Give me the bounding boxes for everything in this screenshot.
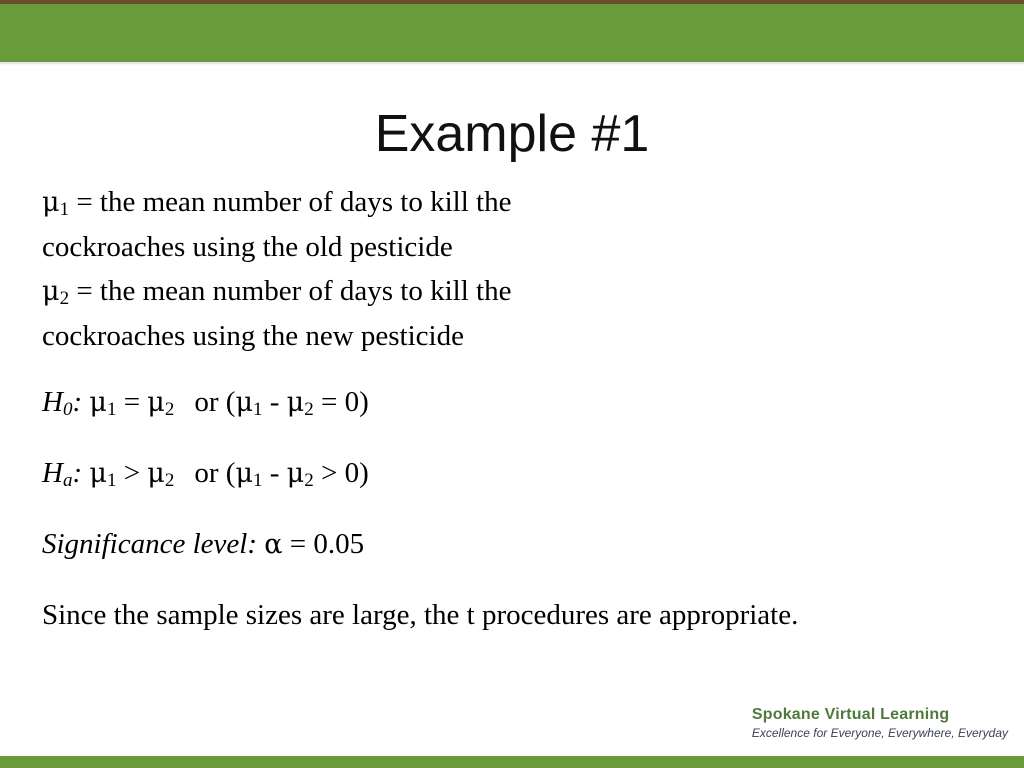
null-hypothesis [42,380,802,425]
subscript: 2 [164,399,175,420]
mu-symbol: μ [286,387,305,418]
subscript: 1 [106,399,117,420]
alpha-symbol: α [264,529,283,560]
bottom-banner [0,756,1024,768]
top-banner [0,0,1024,62]
hypothesis-label: H [42,457,63,489]
alternative-hypothesis [42,451,802,496]
subscript: 2 [164,470,175,491]
subscript: 2 [304,399,314,420]
subscript: 1 [59,199,70,220]
tail: = 0) [313,386,369,418]
mean-definitions [42,180,802,358]
hypothesis-label: H [42,386,63,418]
mu-symbol: μ [235,387,253,418]
definition-text: = the mean number of days to kill the [69,275,512,307]
subscript: 2 [59,288,70,309]
footer-logo [752,706,1008,740]
mu-symbol: μ [286,458,305,489]
subscript: 2 [304,470,314,491]
slide-body [42,180,802,637]
definition-text: = the mean number of days to kill the [69,186,512,218]
or-text: or ( [194,386,236,418]
colon: : [72,386,83,418]
or-text: or ( [194,457,236,489]
subscript: a [62,470,73,491]
subscript: 1 [106,470,117,491]
mu-symbol: μ [235,458,253,489]
definition-text: cockroaches using the old pesticide [42,231,453,263]
subscript: 1 [253,399,263,420]
mu-symbol: μ [42,187,60,218]
mu-symbol: μ [147,458,165,489]
mu-symbol: μ [42,276,60,307]
mu-symbol: μ [147,387,165,418]
brand-name: Spokane Virtual Learning [751,706,950,723]
mu-symbol: μ [89,387,107,418]
significance-level [42,522,802,567]
minus: - [262,386,287,418]
subscript: 0 [62,399,73,420]
colon: : [72,457,83,489]
operator: > [116,457,148,489]
significance-value: = 0.05 [282,528,365,560]
tail: > 0) [313,457,369,489]
brand-tagline: Excellence for Everyone, Everywhere, Everyday [751,726,1008,740]
minus: - [262,457,287,489]
conclusion-text: Since the sample sizes are large, the t procedures are appropriate. [42,599,799,631]
mu-symbol: μ [89,458,107,489]
significance-label: Significance level: [42,528,257,560]
definition-text: cockroaches using the new pesticide [42,320,464,352]
operator: = [116,386,148,418]
subscript: 1 [253,470,263,491]
slide-title: Example #1 [374,105,650,163]
